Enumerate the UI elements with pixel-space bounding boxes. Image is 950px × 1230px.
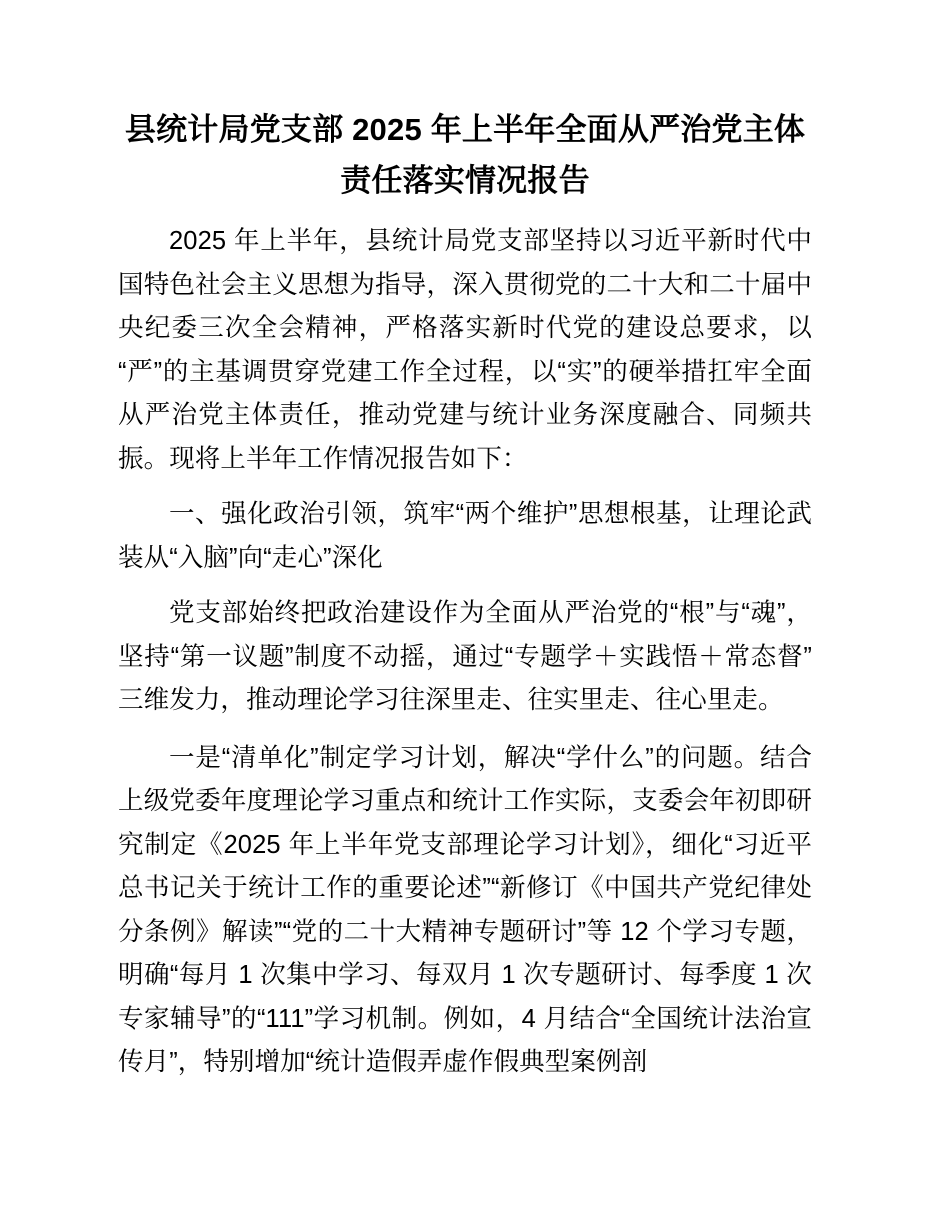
paragraph-opening: 2025 年上半年，县统计局党支部坚持以习近平新时代中国特色社会主义思想为指导，深入贯彻党的二十大和二十届中央纪委三次全会精神，严格落实新时代党的建设总要求，以“严”的主基调贯穿党建工作全过程，以“实”的硬举措扛牢全面从严治党主体责任，推动党建与统计业务深度融合、同频共振。现将上半年工作情况报告如下： bbox=[118, 227, 812, 473]
spacer-paragraph bbox=[118, 723, 812, 737]
section-heading-1: 一、强化政治引领，筑牢“两个维护”思想根基，让理论武装从“入脑”向“走心”深化 bbox=[118, 500, 812, 572]
paragraph-section-1-intro: 党支部始终把政治建设作为全面从严治党的“根”与“魂”，坚持“第一议题”制度不动摇，通过“专题学＋实践悟＋常态督”三维发力，推动理论学习往深里走、往实里走、往心里走。 bbox=[118, 599, 812, 714]
paragraph-item-1: 一是“清单化”制定学习计划，解决“学什么”的问题。结合上级党委年度理论学习重点和统计工作实际，支委会年初即研究制定《2025 年上半年党支部理论学习计划》，细化“习近平总书记关于统计工作的重要论述”“新修订《中国共产党纪律处分条例》解读”“党的二十大精神专题研讨”等 12 个学习专题，明确“每月 1 次集中学习、每双月 1 次专题研讨、每季度 1 次专家辅导”的“111”学习机制。例如，4 月结合“全国统计法治宣传月”，特别增加“统计造假弄虚作假典型案例剖 bbox=[118, 743, 812, 1076]
spacer-title-body bbox=[118, 206, 812, 220]
spacer-paragraph bbox=[118, 481, 812, 493]
spacer-paragraph bbox=[118, 580, 812, 592]
page-text-column bbox=[118, 0, 812, 1085]
document-title: 县统计局党支部 2025 年上半年全面从严治党主体责任落实情况报告 bbox=[124, 112, 806, 198]
